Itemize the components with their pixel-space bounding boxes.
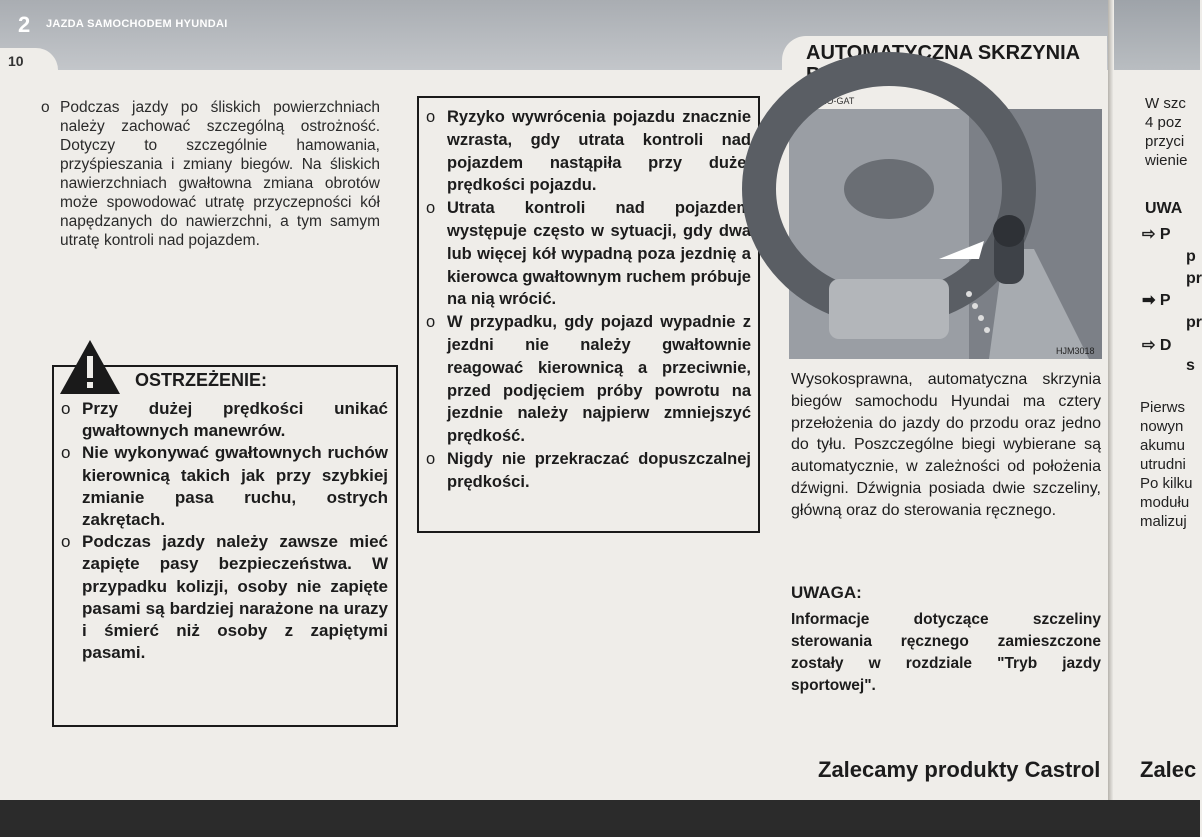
- page-fold: [1108, 0, 1114, 837]
- transmission-description: Wysokosprawna, automatyczna skrzynia biegów samochodu Hyundai ma cztery przełożenia do jazdy do przodu oraz jedno do tyłu. Poszczególne biegi wybierane są automatycznie, w zależności od położenia dźwigni. Dźwignia posiada dwie szczeliny, główną oraz do sterowania ręcznego.: [791, 371, 1101, 519]
- right-page-line: akumu: [1140, 437, 1186, 454]
- section-title-line2: BIEGÓW: [806, 64, 890, 86]
- right-page-line: przyci: [1145, 133, 1185, 150]
- list-item: o Przy dużej prędkości unikać gwałtownych manewrów.: [61, 399, 388, 441]
- list-item: o Utrata kontroli nad pojazdem występuje często w sytuacji, gdy dwa lub więcej kół wypadną poza jezdnię a kierowca gwałtownym ruchem próbuje na nią wrócić.: [426, 199, 751, 309]
- warning-item-text: Nie wykonywać gwałtownych ruchów kierownicą takich jak przy szybkiej zmianie pasa ruchu, ostrych zakrętach.: [82, 443, 388, 530]
- note-text: Informacje dotyczące szczeliny sterowania ręcznego zamieszczone zostały w rozdziale "Tryb jazdy sportowej".: [791, 611, 1101, 694]
- arrow-solid-icon: ➡: [1142, 292, 1160, 309]
- right-page-line: utrudni: [1140, 456, 1186, 473]
- list-item: o Nie wykonywać gwałtownych ruchów kierownicą takich jak przy szybkiej zmianie pasa ruchu, ostrych zakrętach.: [61, 443, 388, 530]
- list-item: o W przypadku, gdy pojazd wypadnie z jezdni nie należy gwałtownie reagować kierownicą a przeciwnie, przed podjęciem próby powrotu na jezdnie należy najpierw zmniejszyć prędkość.: [426, 313, 751, 446]
- right-page-item: p: [1186, 248, 1196, 265]
- footer-slogan: Zalecamy produkty Castrol: [818, 757, 1101, 782]
- risk-list: [423, 106, 751, 494]
- warning-item-text: Przy dużej prędkości unikać gwałtownych manewrów.: [82, 399, 388, 441]
- right-page-header-band: [1112, 0, 1200, 70]
- right-page-item: ➡ P: [1142, 292, 1171, 309]
- right-page-item: ⇨ P: [1142, 226, 1171, 243]
- right-page-item: pr: [1186, 314, 1202, 331]
- chapter-number: 2: [18, 12, 31, 37]
- right-page-item: ⇨ D: [1142, 337, 1172, 354]
- gear-shifter-photo: [789, 109, 1102, 359]
- list-item: o Podczas jazdy należy zawsze mieć zapięte pasy bezpieczeństwa. W przypadku kolizji, osoby nie zapięte pasami są bardziej narażone na urazy i śmierć niż osoby z zapiętymi pasami.: [61, 532, 388, 663]
- list-item: o Ryzyko wywrócenia pojazdu znacznie wzrasta, gdy utrata kontroli nad pojazdem nastąpiła przy dużej prędkości pojazdu.: [426, 108, 751, 195]
- section-title-line1: AUTOMATYCZNA SKRZYNIA: [806, 42, 1081, 64]
- right-page-text: [1145, 94, 1188, 170]
- note-heading: UWAGA:: [791, 583, 862, 602]
- bottom-border: [0, 800, 1200, 837]
- right-page-line: malizuj: [1140, 513, 1187, 530]
- risk-item-text: W przypadku, gdy pojazd wypadnie z jezdni nie należy gwałtownie reagować kierownicą a przeciwnie, przed podjęciem próby powrotu na jezdnie należy najpierw zmniejszyć prędkość.: [447, 313, 751, 446]
- right-page-line: Pierws: [1140, 399, 1186, 416]
- page-number: 10: [8, 53, 24, 69]
- image-code: C090A01O-GAT: [789, 96, 855, 106]
- right-page-footer: Zalec: [1140, 757, 1197, 782]
- photo-code: HJM3018: [1056, 346, 1095, 356]
- arrow-outline-icon: ⇨: [1142, 337, 1160, 354]
- right-page-line: 4 poz: [1145, 114, 1182, 131]
- warning-triangle-icon: [58, 338, 122, 396]
- right-page-item: pr: [1186, 270, 1202, 287]
- chapter-title: JAZDA SAMOCHODEM HYUNDAI: [46, 18, 228, 30]
- warning-item-text: Podczas jazdy należy zawsze mieć zapięte pasy bezpieczeństwa. W przypadku kolizji, osoby nie zapięte pasami są bardziej narażone na urazy i śmierć niż osoby z zapiętymi pasami.: [82, 532, 388, 663]
- list-item: o Nigdy nie przekraczać dopuszczalnej prędkości.: [426, 449, 751, 491]
- right-page-line: nowyn: [1140, 418, 1184, 435]
- warning-label: OSTRZEŻENIE:: [135, 370, 268, 390]
- risk-item-text: Utrata kontroli nad pojazdem występuje często w sytuacji, gdy dwa lub więcej kół wypadną poza jezdnię a kierowca gwałtownym ruchem próbuje na nią wrócić.: [447, 199, 751, 309]
- right-page-line: modułu: [1140, 494, 1190, 511]
- right-page-paragraph: [1140, 398, 1193, 531]
- risk-item-text: Ryzyko wywrócenia pojazdu znacznie wzrasta, gdy utrata kontroli nad pojazdem nastąpiła przy dużej prędkości pojazdu.: [447, 108, 751, 195]
- right-page-line: Po kilku: [1140, 475, 1193, 492]
- bullet-marker: o: [41, 99, 50, 116]
- intro-paragraph: [41, 98, 380, 250]
- right-page-line: W szc: [1145, 95, 1186, 112]
- right-page-item: s: [1186, 357, 1195, 374]
- right-page-note-heading: UWA: [1145, 200, 1183, 217]
- arrow-outline-icon: ⇨: [1142, 226, 1160, 243]
- right-page-line: wienie: [1145, 152, 1188, 169]
- intro-text: Podczas jazdy po śliskich powierzchniach należy zachować szczególną ostrożność. Dotyczy to szczególnie hamowania, przyśpieszania i zmiany biegów. Na śliskich nawierzchniach gwałtowna zmiana obrotów może spowodować utratę przyczepności kół napędzanych do nawierzchni, a tym samym utratę kontroli nad pojazdem.: [60, 99, 380, 249]
- risk-item-text: Nigdy nie przekraczać dopuszczalnej prędkości.: [447, 449, 751, 491]
- warning-list: [58, 398, 388, 664]
